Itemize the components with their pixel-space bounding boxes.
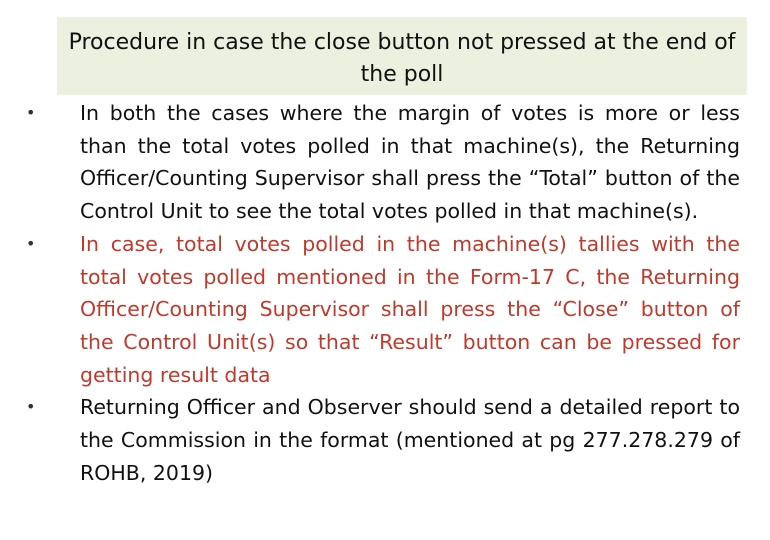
bullet-text: Returning Officer and Observer should send a detailed report to the Commission in the format (mentioned at pg 277.278.279 of ROHB, 2019) [80, 395, 740, 485]
bullet-icon: • [26, 397, 36, 417]
bullet-text: In case, total votes polled in the machine(s) tallies with the total votes polled mentioned in the Form-17 C, the Returning Officer/Counting Supervisor shall press the “Close” button of the Control Unit(s) so that “Result” button can be pressed for getting result data [80, 231, 740, 387]
title-banner [57, 17, 747, 95]
bullet-text: In both the cases where the margin of votes is more or less than the total votes polled in that machine(s), the Returning Officer/Counting Supervisor shall press the “Total” button of the Control Unit to see the total votes polled in that machine(s). [80, 101, 740, 224]
bullet-list [26, 97, 740, 489]
bullet-icon: • [26, 103, 36, 122]
page-title: Procedure in case the close button not pressed at the end of the poll [68, 30, 736, 87]
list-item [26, 228, 740, 392]
list-item [26, 391, 740, 489]
bullet-icon: • [26, 233, 36, 253]
list-item [26, 97, 740, 228]
